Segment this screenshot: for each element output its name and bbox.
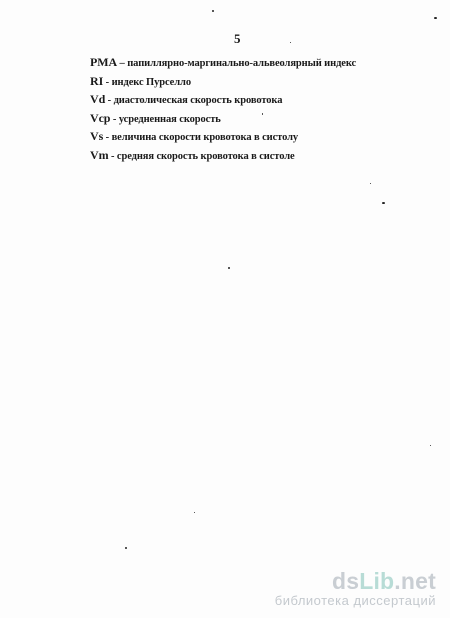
scan-speck xyxy=(212,10,214,12)
abbreviation-item xyxy=(90,72,356,91)
watermark-logo-prefix: ds xyxy=(331,568,360,594)
scan-speck xyxy=(434,17,437,19)
abbreviation-term: Vd xyxy=(90,92,106,107)
watermark-logo-accent: Lib xyxy=(359,568,395,594)
abbreviation-item xyxy=(90,90,356,109)
scan-speck xyxy=(125,547,127,549)
abbreviation-definition: индекс Пурселло xyxy=(111,76,191,88)
scan-speck xyxy=(382,202,385,204)
watermark-logo-suffix: .net xyxy=(394,568,436,594)
scan-speck xyxy=(262,113,263,115)
abbreviation-definition: папиллярно-маргинально-альвеолярный индекс xyxy=(127,58,357,69)
abbreviation-item xyxy=(90,109,356,128)
scan-speck xyxy=(430,445,431,446)
abbreviation-separator: - xyxy=(105,95,114,107)
scan-speck xyxy=(194,512,195,513)
abbreviation-term: Vs xyxy=(90,129,104,144)
scan-speck xyxy=(290,42,291,43)
abbreviation-separator: - xyxy=(103,132,112,144)
watermark-tagline: библиотека диссертаций xyxy=(274,593,436,608)
abbreviation-definition: величина скорости кровотока в систолу xyxy=(111,132,299,144)
abbreviation-definition: средняя скорость кровотока в систоле xyxy=(116,150,295,162)
page-number: 5 xyxy=(234,31,241,46)
abbreviation-separator: – xyxy=(117,58,128,69)
abbreviation-item xyxy=(90,146,356,165)
abbreviation-term: Vm xyxy=(90,147,109,162)
abbreviation-item xyxy=(90,127,356,146)
watermark-logo xyxy=(275,569,436,593)
abbreviation-separator: - xyxy=(103,76,112,88)
abbreviation-item xyxy=(90,53,356,72)
scan-speck xyxy=(228,267,230,269)
abbreviation-separator: - xyxy=(110,113,119,125)
abbreviation-term: PMA xyxy=(90,55,118,69)
abbreviation-term: RI xyxy=(90,73,104,88)
abbreviation-separator: - xyxy=(108,150,117,162)
watermark xyxy=(275,569,436,608)
abbreviation-definition: усредненная скорость xyxy=(118,113,221,125)
abbreviation-list xyxy=(90,53,356,165)
scan-speck xyxy=(370,183,371,184)
abbreviation-definition: диастолическая скорость кровотока xyxy=(113,95,283,107)
abbreviation-term: Vcp xyxy=(90,110,111,125)
